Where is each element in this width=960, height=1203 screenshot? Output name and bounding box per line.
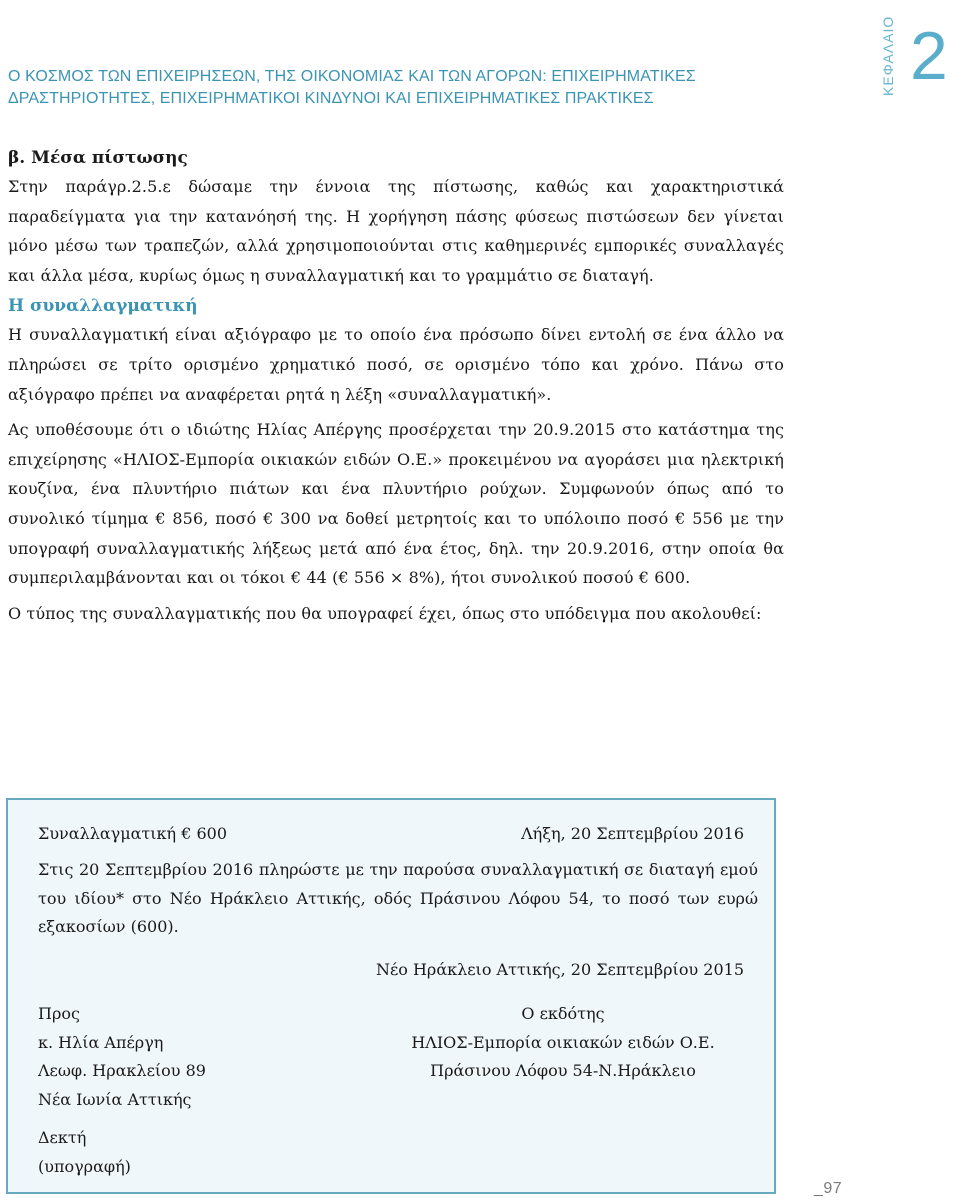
drawer-label: Ο εκδότης (521, 1004, 605, 1023)
main-content (8, 146, 784, 628)
drawer-block (378, 1000, 748, 1086)
drawee-city: Νέα Ιωνία Αττικής (38, 1089, 192, 1109)
example-paragraph: Ας υποθέσουμε ότι ο ιδιώτης Ηλίας Απέργης προσέρχεται την 20.9.2015 στο κατάστημα της επιχείρησης «ΗΛΙΟΣ-Εμπορία οικιακών ειδών Ο.Ε.» προκειμένου να αγοράσει μια ηλεκτρική κουζίνα, ένα πλυντήριο πιάτων και ένα πλυντήριο ρούχων. Συμφωνούν όπως από το συνολικό τίμημα € 856, ποσό € 300 να δοθεί μετρητοίς και το υπόλοιπο ποσό € 556 με την υπογραφή συναλλαγματικής λήξεως μετά από ένα έτος, δηλ. την 20.9.2016, στην οποία θα συμπεριλαμβάνονται και οι τόκοι € 44 (€ 556 × 8%), ήτοι συνολικού ποσού € 600. (8, 420, 784, 588)
chapter-number: 2 (910, 18, 948, 94)
subsection-heading: Η συναλλαγματική (8, 296, 198, 317)
page-number: _97 (814, 1180, 843, 1197)
acceptance-signature: (υπογραφή) (38, 1156, 131, 1176)
bill-header-row (38, 820, 744, 848)
running-header (8, 66, 768, 110)
acceptance-label: Δεκτή (38, 1128, 87, 1147)
drawer-address: Πράσινου Λόφου 54-Ν.Ηράκλειο (430, 1061, 696, 1080)
running-header-line-1: Ο ΚΟΣΜΟΣ ΤΩΝ ΕΠΙΧΕΙΡΗΣΕΩΝ, ΤΗΣ ΟΙΚΟΝΟΜΙΑΣ ΚΑΙ ΤΩΝ ΑΓΟΡΩΝ: ΕΠΙΧΕΙΡΗΜΑΤΙΚΕΣ (8, 68, 696, 85)
bill-place-date: Νέο Ηράκλειο Αττικής, 20 Σεπτεμβρίου 2015 (375, 960, 744, 979)
chapter-label: ΚΕΦΑΛΑΙΟ (880, 15, 896, 96)
intro-paragraph: Στην παράγρ.2.5.ε δώσαμε την έννοια της πίστωσης, καθώς και χαρακτηριστικά παραδείγματα για την κατανόησή της. Η χορήγηση πάσης φύσεως πιστώσεων δεν γίνεται μόνο μέσω των τραπεζών, αλλά χρησιμοποιούνται στις καθημερινές εμπορικές συναλλαγές και άλλα μέσα, κυρίως όμως η συναλλαγματική και το γραμμάτιο σε διαταγή. (8, 177, 784, 285)
drawer-name: ΗΛΙΟΣ-Εμπορία οικιακών ειδών Ο.Ε. (411, 1032, 715, 1052)
lead-in-paragraph: Ο τύπος της συναλλαγματικής που θα υπογραφεί έχει, όπως στο υπόδειγμα που ακολουθεί: (8, 603, 762, 623)
section-heading: β. Μέσα πίστωσης (8, 148, 188, 168)
bill-title: Συναλλαγματική € 600 (38, 824, 228, 843)
running-header-line-2: ΔΡΑΣΤΗΡΙΟΤΗΤΕΣ, ΕΠΙΧΕΙΡΗΜΑΤΙΚΟΙ ΚΙΝΔΥΝΟΙ ΚΑΙ ΕΠΙΧΕΙΡΗΜΑΤΙΚΕΣ ΠΡΑΚΤΙΚΕΣ (8, 90, 654, 107)
drawee-street: Λεωφ. Ηρακλείου 89 (38, 1061, 206, 1080)
drawee-name: κ. Ηλία Απέργη (38, 1032, 164, 1052)
bill-body: Στις 20 Σεπτεμβρίου 2016 πληρώστε με την παρούσα συναλλαγματική σε διαταγή εμού του ιδίου* στο Νέο Ηράκλειο Αττικής, οδός Πράσινου Λόφου 54, το ποσό των ευρώ εξακοσίων (600). (38, 860, 758, 936)
definition-paragraph: Η συναλλαγματική είναι αξιόγραφο με το οποίο ένα πρόσωπο δίνει εντολή σε ένα άλλο να πληρώσει σε τρίτο ορισμένο χρηματικό ποσό, σε ορισμένο τόπο και χρόνο. Πάνω στο αξιόγραφο πρέπει να αναφέρεται ρητά η λέξη «συναλλαγματική». (8, 325, 784, 404)
drawee-label: Προς (38, 1004, 80, 1023)
bill-maturity: Λήξη, 20 Σεπτεμβρίου 2016 (521, 824, 744, 843)
drawee-block (38, 1000, 338, 1181)
bill-of-exchange-specimen (6, 798, 776, 1194)
